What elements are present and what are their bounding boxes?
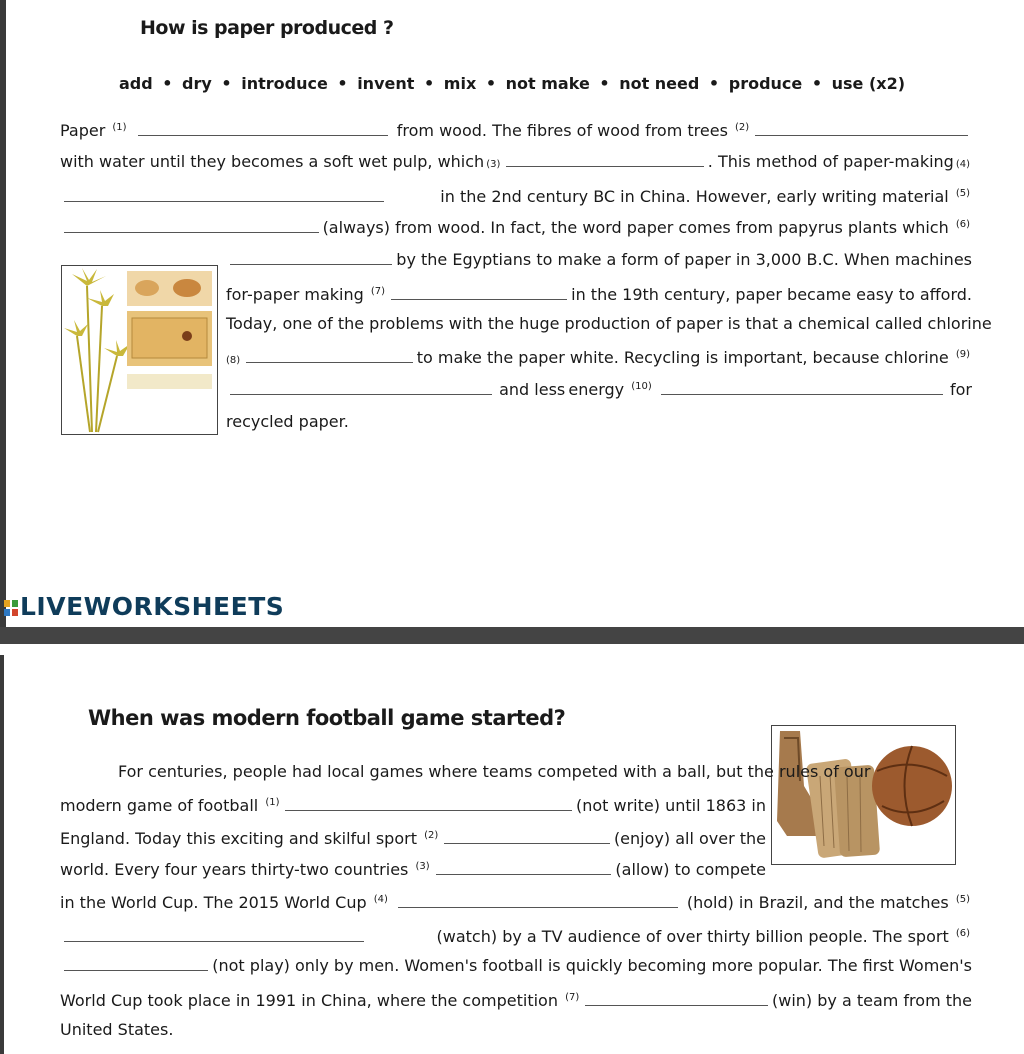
football-gear-illustration bbox=[772, 726, 955, 864]
gap-number: (10) bbox=[631, 381, 652, 392]
word-bank bbox=[0, 74, 1024, 93]
text-line bbox=[60, 857, 766, 880]
answer-blank-2[interactable] bbox=[755, 121, 968, 136]
text: to make the paper white. Recycling is important, because chlorine bbox=[416, 348, 949, 367]
word-bank-separator: • bbox=[423, 74, 435, 93]
gap-number: (6) bbox=[955, 928, 970, 939]
word-bank-item: mix bbox=[443, 74, 477, 93]
text: United States. bbox=[60, 1020, 174, 1039]
text-line bbox=[60, 826, 766, 849]
text-line bbox=[60, 956, 972, 976]
text-line bbox=[60, 988, 972, 1011]
page-divider bbox=[0, 627, 1024, 644]
text-line bbox=[60, 924, 972, 947]
answer-blank-s2-2[interactable] bbox=[444, 829, 610, 844]
word-bank-separator: • bbox=[599, 74, 610, 93]
text: World Cup took place in 1991 in China, where the competition bbox=[60, 991, 558, 1010]
page-frame-left bbox=[0, 0, 6, 630]
old-football-gear-image bbox=[771, 725, 956, 865]
text-line bbox=[226, 345, 972, 371]
word-bank-separator: • bbox=[485, 74, 497, 93]
gap-number: (7) bbox=[565, 992, 580, 1003]
text: for-paper making bbox=[226, 285, 364, 304]
answer-blank-1[interactable] bbox=[138, 121, 388, 136]
gap-number: (6) bbox=[955, 219, 970, 230]
answer-blank-4[interactable] bbox=[64, 187, 384, 202]
answer-blank-s2-7[interactable] bbox=[585, 991, 768, 1006]
text: Paper bbox=[60, 121, 106, 140]
liveworksheets-logo-text: LIVEWORKSHEETS bbox=[20, 592, 285, 621]
gap-number: (1) bbox=[112, 122, 127, 133]
gap-number: (5) bbox=[955, 188, 970, 199]
text-line bbox=[60, 1020, 173, 1040]
answer-blank-6[interactable] bbox=[230, 250, 392, 265]
word-bank-separator: • bbox=[221, 74, 232, 93]
gap-number: (8) bbox=[226, 355, 241, 366]
text: and less bbox=[499, 380, 566, 399]
text-line bbox=[60, 118, 972, 141]
page-frame-left-lower bbox=[0, 655, 4, 1054]
text: Today, one of the problems with the huge production of paper is that a chemical called chlorine bbox=[226, 314, 992, 333]
gap-number: (9) bbox=[955, 349, 970, 360]
word-bank-item: introduce bbox=[241, 74, 328, 93]
gap-number: (4) bbox=[955, 159, 970, 170]
text: by the Egyptians to make a form of paper in 3,000 B.C. When machines bbox=[396, 250, 972, 269]
word-bank-item: not make bbox=[505, 74, 590, 93]
text: (hold) in Brazil, and the matches bbox=[686, 893, 949, 912]
answer-blank-s2-6[interactable] bbox=[64, 956, 208, 971]
text: (always) from wood. In fact, the word paper comes from papyrus plants which bbox=[322, 218, 949, 237]
word-bank-item: invent bbox=[357, 74, 415, 93]
text-line bbox=[226, 412, 349, 432]
text-line bbox=[60, 890, 972, 913]
text: recycled paper. bbox=[226, 412, 349, 431]
text: (not play) only by men. Women's football is quickly becoming more popular. The first Women's bbox=[212, 956, 972, 975]
answer-blank-s2-5[interactable] bbox=[64, 927, 364, 942]
text: in the 19th century, paper became easy to afford. bbox=[571, 285, 972, 304]
word-bank-item: dry bbox=[182, 74, 212, 93]
gap-number: (2) bbox=[424, 830, 439, 841]
answer-blank-s2-4[interactable] bbox=[398, 893, 678, 908]
text: . This method of paper-making bbox=[707, 152, 954, 171]
text: in the 2nd century BC in China. However, early writing material bbox=[440, 187, 949, 206]
word-bank-separator: • bbox=[162, 74, 173, 93]
text: modern game of football bbox=[60, 796, 259, 815]
text: (win) by a team from the bbox=[771, 991, 972, 1010]
liveworksheets-logo bbox=[4, 592, 284, 621]
gap-number: (3) bbox=[415, 861, 430, 872]
text-line bbox=[226, 282, 972, 305]
text-line bbox=[60, 184, 972, 207]
liveworksheets-logo-icon bbox=[4, 600, 18, 616]
section1-title: How is paper produced ? bbox=[140, 17, 394, 39]
answer-blank-s2-3[interactable] bbox=[436, 860, 612, 875]
text: world. Every four years thirty-two countries bbox=[60, 860, 409, 879]
gap-number: (4) bbox=[373, 894, 388, 905]
text: for bbox=[949, 380, 972, 399]
text: from wood. The fibres of wood from trees bbox=[396, 121, 728, 140]
text: (watch) by a TV audience of over thirty billion people. The sport bbox=[436, 927, 949, 946]
word-bank-item: produce bbox=[728, 74, 803, 93]
gap-number: (3) bbox=[486, 159, 501, 170]
answer-blank-8[interactable] bbox=[246, 348, 413, 363]
text: For centuries, people had local games where teams competed with a ball, but the rules of our bbox=[118, 762, 871, 781]
section2-title: When was modern football game started? bbox=[88, 706, 566, 730]
answer-blank-3[interactable] bbox=[506, 152, 703, 167]
text-line bbox=[226, 250, 972, 270]
text: (not write) until 1863 in bbox=[575, 796, 766, 815]
text: energy bbox=[568, 380, 625, 399]
word-bank-separator: • bbox=[811, 74, 823, 93]
text-line bbox=[226, 314, 992, 334]
answer-blank-9[interactable] bbox=[230, 380, 492, 395]
answer-blank-5[interactable] bbox=[64, 218, 319, 233]
word-bank-item: add bbox=[118, 74, 153, 93]
text-line bbox=[226, 377, 972, 400]
papyrus-image bbox=[61, 265, 218, 435]
text-line bbox=[60, 793, 766, 816]
text: (enjoy) all over the bbox=[613, 829, 766, 848]
gap-number: (7) bbox=[370, 286, 386, 297]
text-line bbox=[60, 215, 972, 238]
text: England. Today this exciting and skilful sport bbox=[60, 829, 417, 848]
gap-number: (5) bbox=[955, 894, 970, 905]
text: with water until they becomes a soft wet pulp, which bbox=[60, 152, 485, 171]
gap-number: (1) bbox=[265, 797, 280, 808]
word-bank-separator: • bbox=[708, 74, 720, 93]
word-bank-item: not need bbox=[619, 74, 700, 93]
text: in the World Cup. The 2015 World Cup bbox=[60, 893, 367, 912]
word-bank-separator: • bbox=[337, 74, 348, 93]
gap-number: (2) bbox=[735, 122, 750, 133]
text: (allow) to compete bbox=[615, 860, 766, 879]
answer-blank-s2-1[interactable] bbox=[285, 796, 572, 811]
text-line bbox=[118, 762, 871, 782]
text-line bbox=[60, 152, 972, 175]
answer-blank-10[interactable] bbox=[661, 380, 943, 395]
word-bank-item: use (x2) bbox=[831, 74, 906, 93]
answer-blank-7[interactable] bbox=[391, 285, 567, 300]
papyrus-plant-illustration bbox=[62, 266, 217, 434]
